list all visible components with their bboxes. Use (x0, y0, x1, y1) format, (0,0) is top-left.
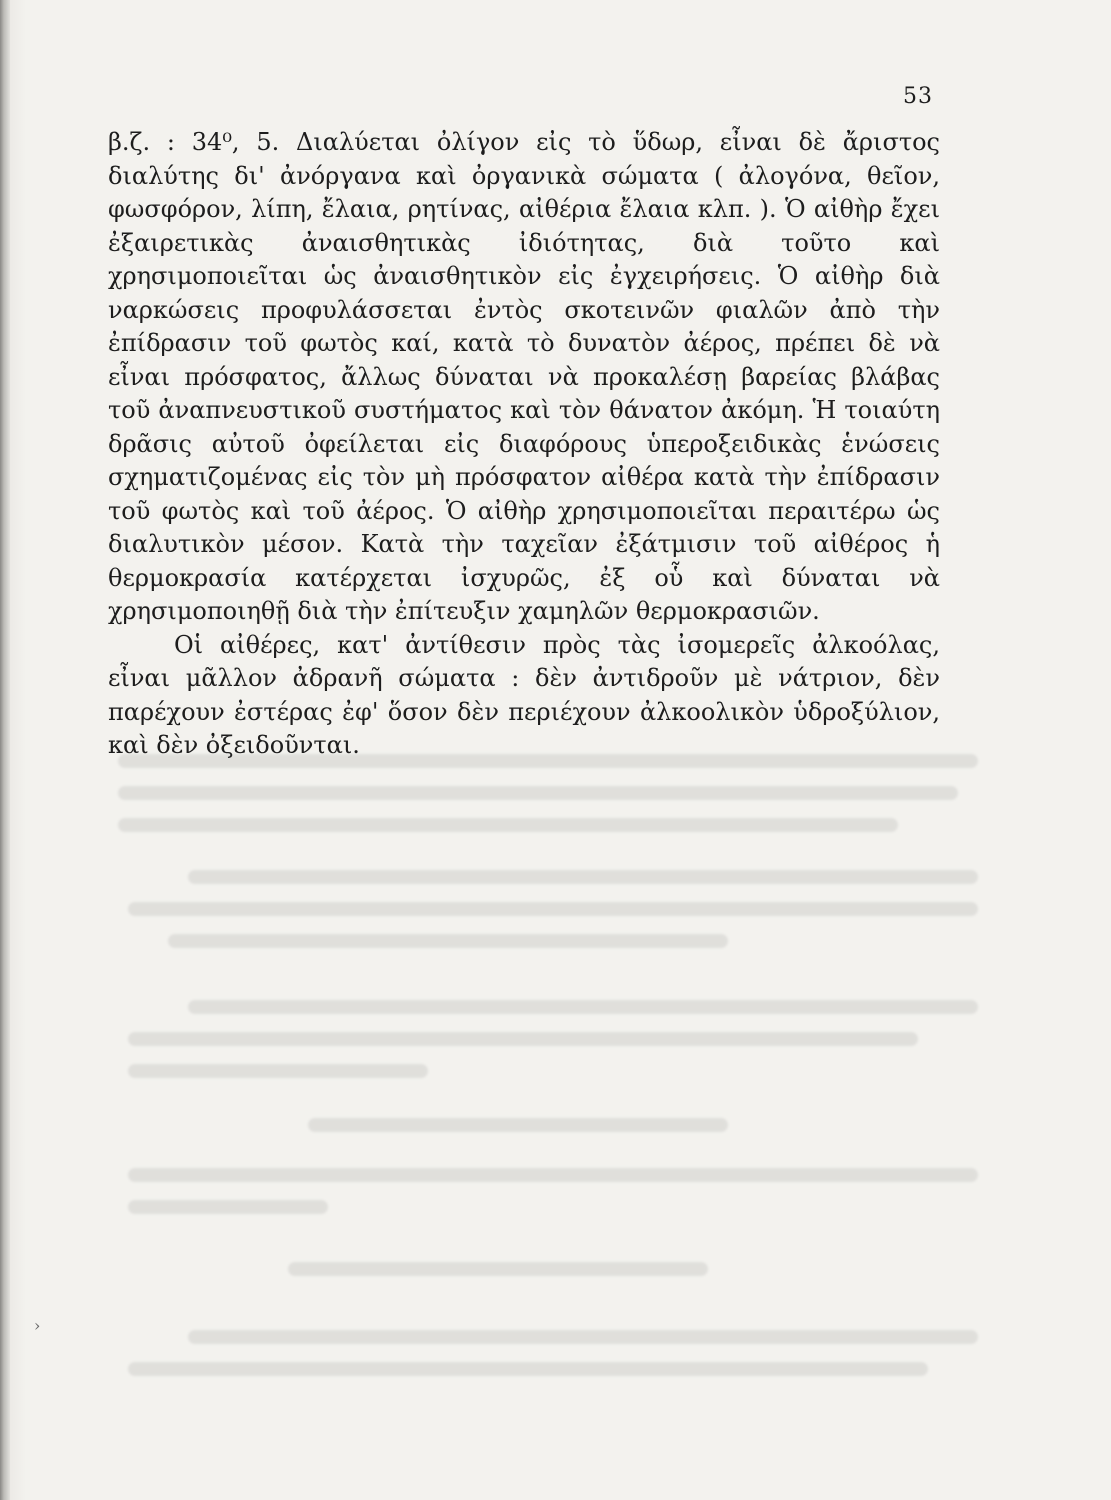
page-number: 53 (903, 84, 933, 109)
paragraph-ether-reactivity: Οἱ αἰθέρες, κατ' ἀντίθεσιν πρὸς τὰς ἰσομερεῖς ἀλκοόλας, εἶναι μᾶλλον ἀδρανῆ σώματα : δὲν ἀντιδροῦν μὲ νάτριον, δὲν παρέχουν ἐστέρας ἐφ' ὅσον δὲν περιέχουν ἀλκοολικὸν ὑδροξύλιον, καὶ δὲν ὀξειδοῦνται. (108, 630, 940, 759)
margin-tick-mark: › (34, 1316, 41, 1335)
page-binding-edge (0, 0, 10, 1500)
body-text (108, 126, 940, 763)
paragraph-ether-properties: β.ζ. : 34⁰, 5. Διαλύεται ὀλίγον εἰς τὸ ὕδωρ, εἶναι δὲ ἄριστος διαλύτης δι' ἀνόργανα καὶ ὀργανικὰ σώματα ( ἀλογόνα, θεῖον, φωσφόρον, λίπη, ἔλαια, ρητίνας, αἰθέρια ἔλαια κλπ. ). Ὁ αἰθὴρ ἔχει ἐξαιρετικὰς ἀναισθητικὰς ἰδιότητας, διὰ τοῦτο καὶ χρησιμοποιεῖται ὡς ἀναισθητικὸν εἰς ἐγχειρήσεις. Ὁ αἰθὴρ διὰ ναρκώσεις προφυλάσσεται ἐντὸς σκοτεινῶν φιαλῶν ἀπὸ τὴν ἐπίδρασιν τοῦ φωτὸς καί, κατὰ τὸ δυνατὸν ἀέρος, πρέπει δὲ νὰ εἶναι πρόσφατος, ἄλλως δύναται νὰ προκαλέσῃ βαρείας βλάβας τοῦ ἀναπνευστικοῦ συστήματος καὶ τὸν θάνατον ἀκόμη. Ἡ τοιαύτη δρᾶσις αὐτοῦ ὀφείλεται εἰς διαφόρους ὑπεροξειδικὰς ἑνώσεις σχηματιζομένας εἰς τὸν μὴ πρόσφατον αἰθέρα κατὰ τὴν ἐπίδρασιν τοῦ φωτὸς καὶ τοῦ ἀέρος. Ὁ αἰθὴρ χρησιμοποιεῖται περαιτέρω ὡς διαλυτικὸν μέσον. Κατὰ τὴν ταχεῖαν ἐξάτμισιν τοῦ αἰθέρος ἡ θερμοκρασία κατέρχεται ἰσχυρῶς, ἐξ οὗ καὶ δύναται νὰ χρησιμοποιηθῇ διὰ τὴν ἐπίτευξιν χαμηλῶν θερμοκρασιῶν. (108, 128, 940, 625)
reverse-side-show-through (108, 754, 988, 1394)
